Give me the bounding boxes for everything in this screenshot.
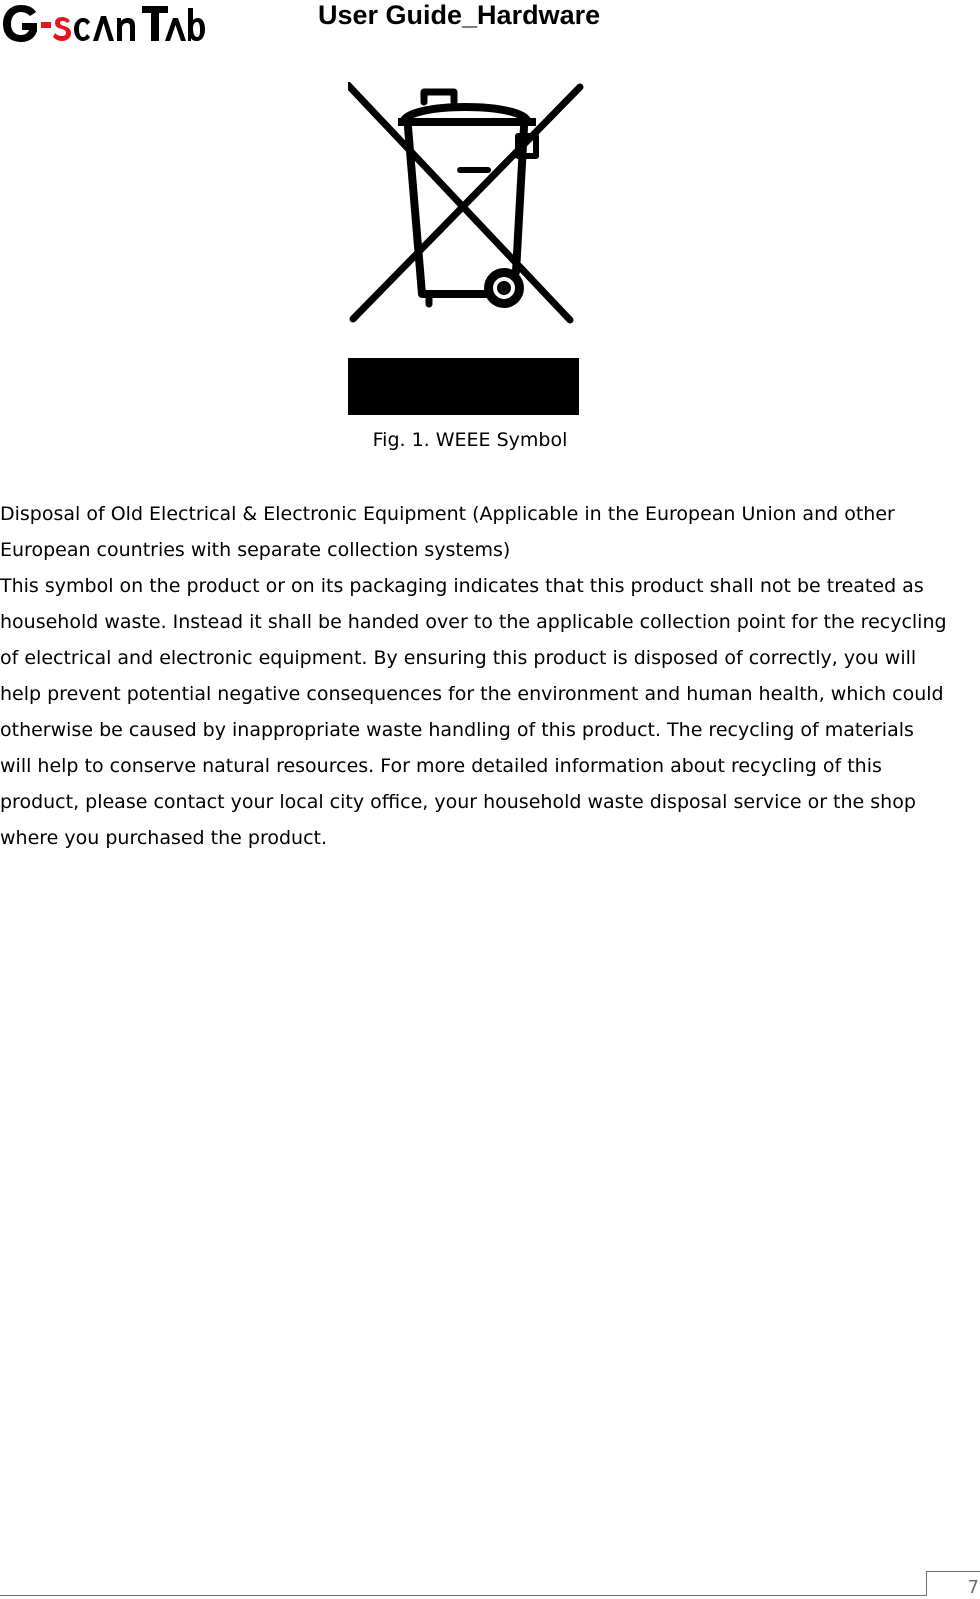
page-number-tab [926, 1571, 980, 1596]
figure-caption: Fig. 1. WEEE Symbol [372, 429, 568, 451]
disposal-paragraph: This symbol on the product or on its packaging indicates that this product shall not be treated as household waste. Instead it shall be handed over to the applicable collection point for the recycling of electrical and electronic equipment. By ensuring this product is disposed of correctly, you will help prevent potential negative consequences for the environment and human health, which could otherwise be caused by inappropriate waste handling of this product. The recycling of materials will help to conserve natural resources. For more detailed information about recycling of this product, please contact your local city office, your household waste disposal service or the shop where you purchased the product. [0, 575, 947, 849]
gscantab-logo [0, 2, 205, 44]
body-text [0, 496, 950, 856]
document-title: User Guide_Hardware [318, 0, 601, 30]
disposal-heading: Disposal of Old Electrical & Electronic Equipment (Applicable in the European Union and other European countries with separate collection systems) [0, 503, 895, 561]
footer-rule [0, 1595, 926, 1596]
weee-bin-icon [348, 82, 592, 427]
page-number: 7 [967, 1577, 979, 1598]
